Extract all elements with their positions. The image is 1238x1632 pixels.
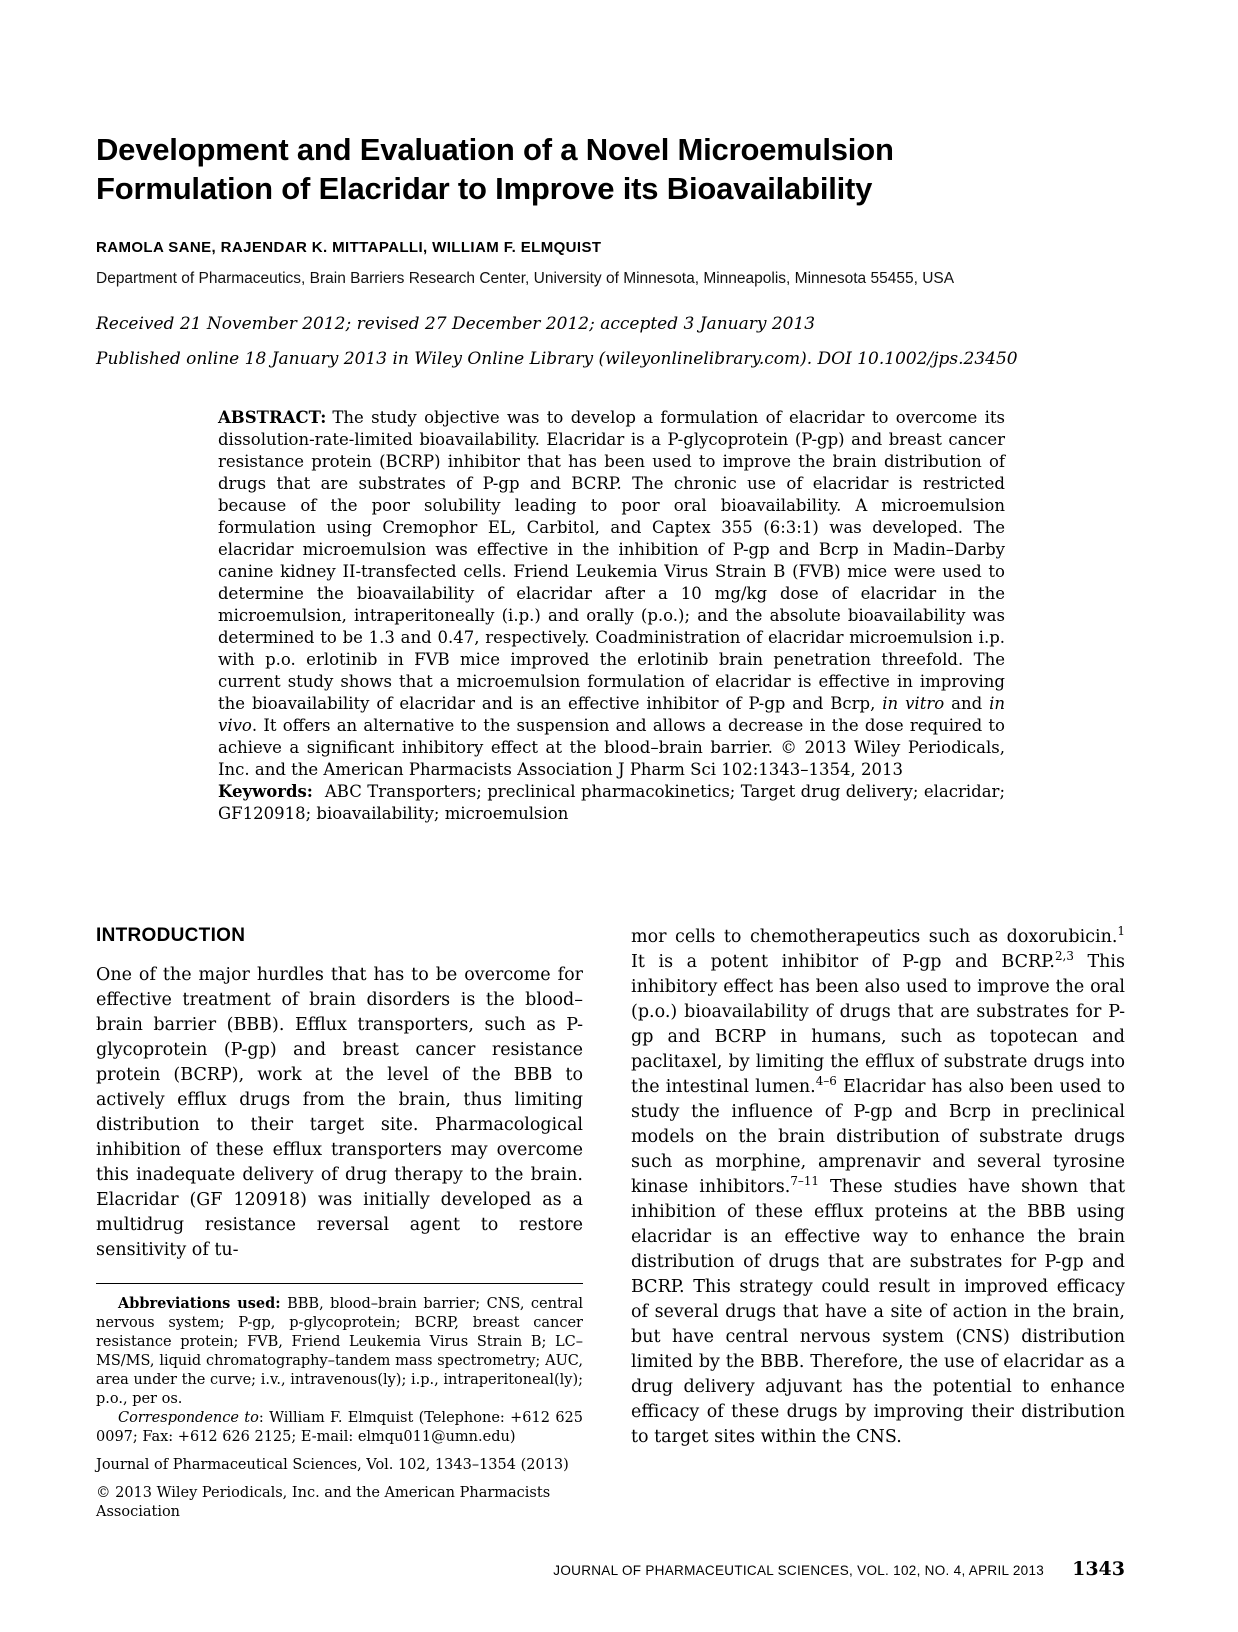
affiliation: Department of Pharmaceutics, Brain Barriers Research Center, University of Minnesota, Minneapolis, Minnesota 55455, USA	[96, 269, 955, 287]
intro-paragraph: One of the major hurdles that has to be overcome for effective treatment of brain disorders is the blood–brain barrier (BBB). Efflux transporters, such as P-glycoprotein (P-gp) and breast cancer resistance protein (BCRP), work at the level of the BBB to actively efflux drugs from the brain, thus limiting distribution to their target site. Pharmacological inhibition of these efflux transporters may overcome this inadequate delivery of drug therapy to the brain. Elacridar (GF 120918) was initially developed as a multidrug resistance reversal agent to restore sensitivity of tu-	[96, 964, 583, 1260]
journal-citation-note: Journal of Pharmaceutical Sciences, Vol. 102, 1343–1354 (2013)	[96, 1456, 569, 1473]
abstract-text: The study objective was to develop a formulation of elacridar to overcome its dissolution-rate-limited bioavailability. Elacridar is a P-glycoprotein (P-gp) and breast cancer resistance protein (BCRP) inhibitor that has been used to improve the brain distribution of drugs that are substrates of P-gp and BCRP. The chronic use of elacridar is restricted because of the poor solubility leading to poor oral bioavailability. A microemulsion formulation using Cremophor EL, Carbitol, and Captex 355 (6:3:1) was developed. The elacridar microemulsion was effective in the inhibition of P-gp and Bcrp in Madin–Darby canine kidney II-transfected cells. Friend Leukemia Virus Strain B (FVB) mice were used to determine the bioavailability of elacridar after a 10 mg/kg dose of elacridar in the microemulsion, intraperitoneally (i.p.) and orally (p.o.); and the absolute bioavailability was determined to be 1.3 and 0.47, respectively. Coadministration of elacridar microemulsion i.p. with p.o. erlotinib in FVB mice improved the erlotinib brain penetration threefold. The current study shows that a microemulsion formulation of elacridar is effective in improving the bioavailability of elacridar and is an effective inhibitor of P-gp and Bcrp, in vitro and in vivo. It offers an alternative to the suspension and allows a decrease in the dose required to achieve a significant inhibitory effect at the blood–brain barrier. © 2013 Wiley Periodicals, Inc. and the American Pharmacists Association J Pharm Sci 102:1343–1354, 2013	[218, 407, 1005, 779]
keywords-text: ABC Transporters; preclinical pharmacokinetics; Target drug delivery; elacridar; GF120918; bioavailability; microemulsion	[218, 781, 1005, 823]
page-number: 1343	[1072, 1558, 1125, 1580]
section-heading-introduction: INTRODUCTION	[96, 924, 246, 946]
author-list: RAMOLA SANE, RAJENDAR K. MITTAPALLI, WILLIAM F. ELMQUIST	[96, 238, 602, 256]
running-footer-text: JOURNAL OF PHARMACEUTICAL SCIENCES, VOL. 102, NO. 4, APRIL 2013	[553, 1563, 1045, 1578]
keywords-paragraph	[218, 781, 1005, 825]
published-online-doi-line: Published online 18 January 2013 in Wiley Online Library (wileyonlinelibrary.com). DOI 10.1002/jps.23450	[96, 348, 1018, 369]
intro-continuation-paragraph: mor cells to chemotherapeutics such as doxorubicin.$^1$ It is a potent inhibitor of P-gp and BCRP.$^{2,3}$ This inhibitory effect has been also used to improve the oral (p.o.) bioavailability of drugs that are substrates for P-gp and BCRP in humans, such as topotecan and paclitaxel, by limiting the efflux of substrate drugs into the intestinal lumen.$^{4-6}$ Elacridar has also been used to study the influence of P-gp and Bcrp in preclinical models on the brain distribution of substrate drugs such as morphine, amprenavir and several tyrosine kinase inhibitors.$^{7-11}$ These studies have shown that inhibition of these efflux proteins at the BBB using elacridar is an effective way to enhance the brain distribution of drugs that are substrates for P-gp and BCRP. This strategy could result in improved efficacy of several drugs that have a site of action in the brain, but have central nervous system (CNS) distribution limited by the BBB. Therefore, the use of elacridar as a drug delivery adjuvant has the potential to enhance efficacy of these drugs by improving their distribution to target sites within the CNS.	[631, 923, 1126, 1447]
correspondence-note: Correspondence to: William F. Elmquist (Telephone: +612 625 0097; Fax: +612 626 2125; E-mail: elmqu011@umn.edu)	[96, 1409, 583, 1445]
keywords-label: Keywords:	[218, 781, 313, 801]
article-front-matter	[96, 130, 1125, 825]
right-column	[631, 925, 1125, 1522]
received-revised-accepted-line: Received 21 November 2012; revised 27 December 2012; accepted 3 January 2013	[96, 313, 816, 334]
left-column	[96, 925, 583, 1522]
copyright-note: © 2013 Wiley Periodicals, Inc. and the American Pharmacists Association	[96, 1484, 551, 1520]
page-footer	[96, 1558, 1125, 1580]
abstract-paragraph	[218, 407, 1005, 781]
abstract-block	[218, 407, 1005, 825]
article-title: Development and Evaluation of a Novel Microemulsion Formulation of Elacridar to Improve its Bioavailability	[96, 132, 894, 207]
abbreviations-note: Abbreviations used: BBB, blood–brain barrier; CNS, central nervous system; P-gp, p-glycoprotein; BCRP, breast cancer resistance protein; FVB, Friend Leukemia Virus Strain B; LC–MS/MS, liquid chromatography–tandem mass spectrometry; AUC, area under the curve; i.v., intravenous(ly); i.p., intraperitoneal(ly); p.o., per os.	[96, 1294, 583, 1407]
abstract-label: ABSTRACT:	[218, 407, 327, 427]
footnotes-block	[96, 1283, 583, 1522]
article-body	[96, 925, 1125, 1522]
